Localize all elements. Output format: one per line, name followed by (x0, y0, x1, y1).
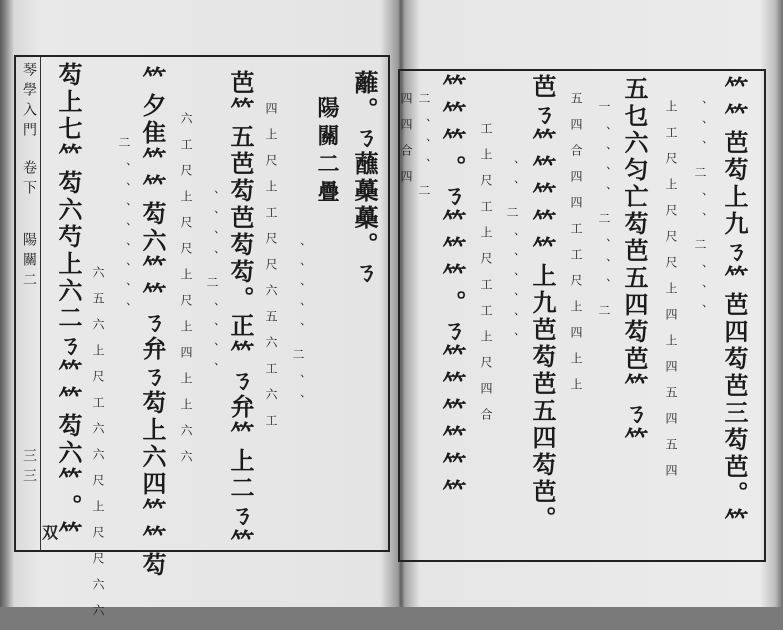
margin-section: 陽關二 (21, 232, 37, 292)
text-column: 𥫗𥫗芭芶上九ㄋ𥫗芭四芶芭三芶芭。𥫗 (720, 76, 749, 535)
text-column: 一、、、、二、、、二 (597, 100, 611, 330)
text-column: 芭𥫗五芭芶芭芶芶。正𥫗ㄋ弁𥫗上二ㄋ𥫗 (226, 70, 255, 556)
text-column: 上工尺上尺尺尺上四上四五四五四 (664, 100, 678, 490)
text-column: 、、、二、、二、、、 (693, 100, 707, 330)
text-column: 芶上七𥫗芶六芍上六二ㄋ𥫗𥫗芶六𥫗。𥫗 (54, 62, 83, 548)
text-column: 四四合四 (399, 92, 413, 196)
text-column: 二、、、二 (417, 92, 431, 210)
heading-column: 蘺。ㄋ蘸蘽蘽。ㄋ (350, 70, 379, 286)
margin-book-title: 琴學入門 (21, 62, 37, 142)
text-column: 、、二、、、、、、 (505, 160, 519, 358)
text-column: 工上尺工上尺工工上尺四合 (479, 122, 493, 434)
text-column: 五四合四四工工尺上四上上 (569, 92, 583, 404)
margin-volume: 卷下 (21, 160, 37, 200)
section-title: 陽關二疊 (314, 96, 340, 208)
text-column: 四上尺上工尺尺六五六工六工 (264, 102, 278, 440)
text-column: 二、、、、、、、、 (117, 136, 131, 328)
text-column: 、、、、、二、、 (291, 242, 305, 420)
text-column: 芭ㄋ𥫗𥫗𥫗𥫗𥫗上九芭芶芭五四芶芭。 (528, 74, 557, 533)
text-column: 𥫗𥫗𥫗。ㄋ𥫗𥫗𥫗。ㄋ𥫗𥫗𥫗𥫗𥫗𥫗 (438, 74, 467, 506)
seal-stamp: 双 (42, 523, 59, 542)
margin-page-number: 三三 (21, 448, 37, 488)
text-column: 六工尺上尺尺上尺上四上上六六 (179, 112, 193, 476)
text-column: 𥫗夕隹𥫗𥫗芶六𥫗𥫗ㄋ弁ㄋ芶上六四𥫗𥫗芶 (138, 66, 167, 579)
text-column: 、、、、二、、、、 (205, 190, 219, 388)
margin-rule (40, 57, 41, 551)
text-column: 五乜六匀亡芶芭五四芶芭𥫗ㄋ𥫗 (620, 76, 649, 454)
text-column: 六五六上尺工六六尺上尺尺六六 (91, 266, 105, 630)
